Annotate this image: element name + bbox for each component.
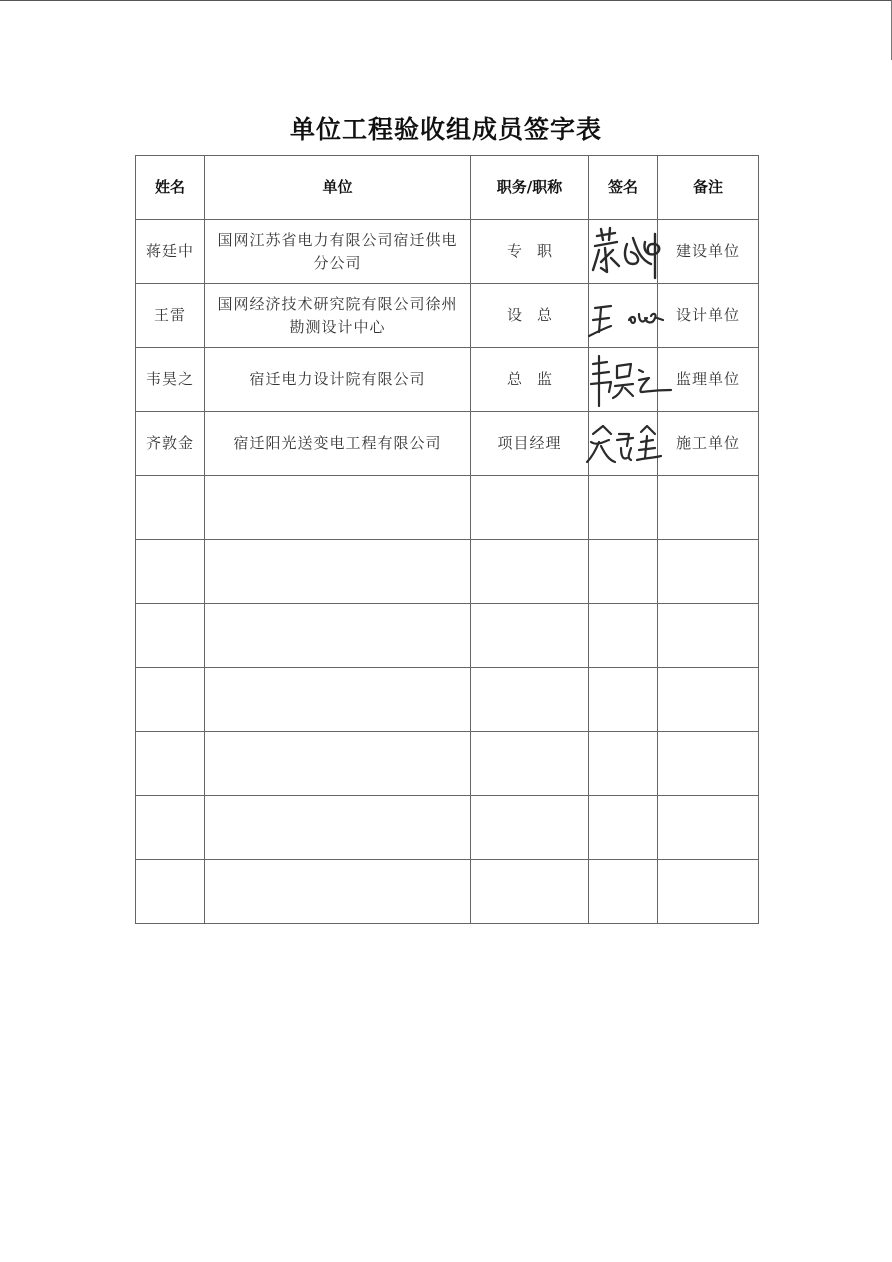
cell-remark: 施工单位 bbox=[658, 412, 759, 476]
empty-cell bbox=[205, 732, 471, 796]
header-name: 姓名 bbox=[136, 156, 205, 220]
table-row bbox=[136, 476, 759, 540]
cell-signature bbox=[589, 284, 658, 348]
empty-cell bbox=[136, 476, 205, 540]
empty-cell bbox=[589, 732, 658, 796]
empty-cell bbox=[471, 476, 589, 540]
empty-cell bbox=[205, 604, 471, 668]
table-row bbox=[136, 796, 759, 860]
cell-remark: 设计单位 bbox=[658, 284, 759, 348]
cell-unit: 宿迁电力设计院有限公司 bbox=[205, 348, 471, 412]
cell-unit: 国网经济技术研究院有限公司徐州勘测设计中心 bbox=[205, 284, 471, 348]
empty-cell bbox=[205, 668, 471, 732]
empty-cell bbox=[658, 540, 759, 604]
cell-unit: 宿迁阳光送变电工程有限公司 bbox=[205, 412, 471, 476]
header-remark: 备注 bbox=[658, 156, 759, 220]
table-row bbox=[136, 284, 759, 348]
empty-cell bbox=[658, 796, 759, 860]
empty-cell bbox=[471, 732, 589, 796]
table-row bbox=[136, 348, 759, 412]
empty-cell bbox=[471, 860, 589, 924]
empty-cell bbox=[205, 796, 471, 860]
header-position: 职务/职称 bbox=[471, 156, 589, 220]
empty-cell bbox=[589, 476, 658, 540]
empty-cell bbox=[658, 476, 759, 540]
cell-name: 王雷 bbox=[136, 284, 205, 348]
empty-cell bbox=[658, 668, 759, 732]
cell-remark: 建设单位 bbox=[658, 220, 759, 284]
signature-table bbox=[135, 155, 759, 924]
header-unit: 单位 bbox=[205, 156, 471, 220]
cell-signature bbox=[589, 220, 658, 284]
cell-position: 专 职 bbox=[471, 220, 589, 284]
page-top-border bbox=[0, 0, 892, 1]
empty-cell bbox=[136, 732, 205, 796]
empty-cell bbox=[471, 668, 589, 732]
empty-cell bbox=[205, 860, 471, 924]
table-row bbox=[136, 668, 759, 732]
empty-cell bbox=[136, 796, 205, 860]
cell-position: 项目经理 bbox=[471, 412, 589, 476]
empty-cell bbox=[136, 540, 205, 604]
empty-cell bbox=[658, 732, 759, 796]
cell-remark: 监理单位 bbox=[658, 348, 759, 412]
table-header-row bbox=[136, 156, 759, 220]
empty-cell bbox=[471, 540, 589, 604]
cell-name: 齐敦金 bbox=[136, 412, 205, 476]
empty-cell bbox=[589, 540, 658, 604]
cell-unit: 国网江苏省电力有限公司宿迁供电分公司 bbox=[205, 220, 471, 284]
empty-cell bbox=[589, 604, 658, 668]
empty-cell bbox=[589, 796, 658, 860]
empty-cell bbox=[658, 604, 759, 668]
cell-signature bbox=[589, 412, 658, 476]
table-row bbox=[136, 220, 759, 284]
empty-cell bbox=[136, 604, 205, 668]
table-row bbox=[136, 604, 759, 668]
empty-cell bbox=[205, 540, 471, 604]
page-title: 单位工程验收组成员签字表 bbox=[289, 115, 602, 144]
cell-position: 设 总 bbox=[471, 284, 589, 348]
table-row bbox=[136, 732, 759, 796]
cell-signature bbox=[589, 348, 658, 412]
empty-cell bbox=[658, 860, 759, 924]
empty-cell bbox=[136, 668, 205, 732]
table-row bbox=[136, 412, 759, 476]
cell-name: 蒋廷中 bbox=[136, 220, 205, 284]
empty-cell bbox=[205, 476, 471, 540]
table-row bbox=[136, 860, 759, 924]
empty-cell bbox=[471, 796, 589, 860]
table-row bbox=[136, 540, 759, 604]
empty-cell bbox=[471, 604, 589, 668]
empty-cell bbox=[589, 668, 658, 732]
header-signature: 签名 bbox=[589, 156, 658, 220]
cell-name: 韦昊之 bbox=[136, 348, 205, 412]
cell-position: 总 监 bbox=[471, 348, 589, 412]
empty-cell bbox=[136, 860, 205, 924]
empty-cell bbox=[589, 860, 658, 924]
